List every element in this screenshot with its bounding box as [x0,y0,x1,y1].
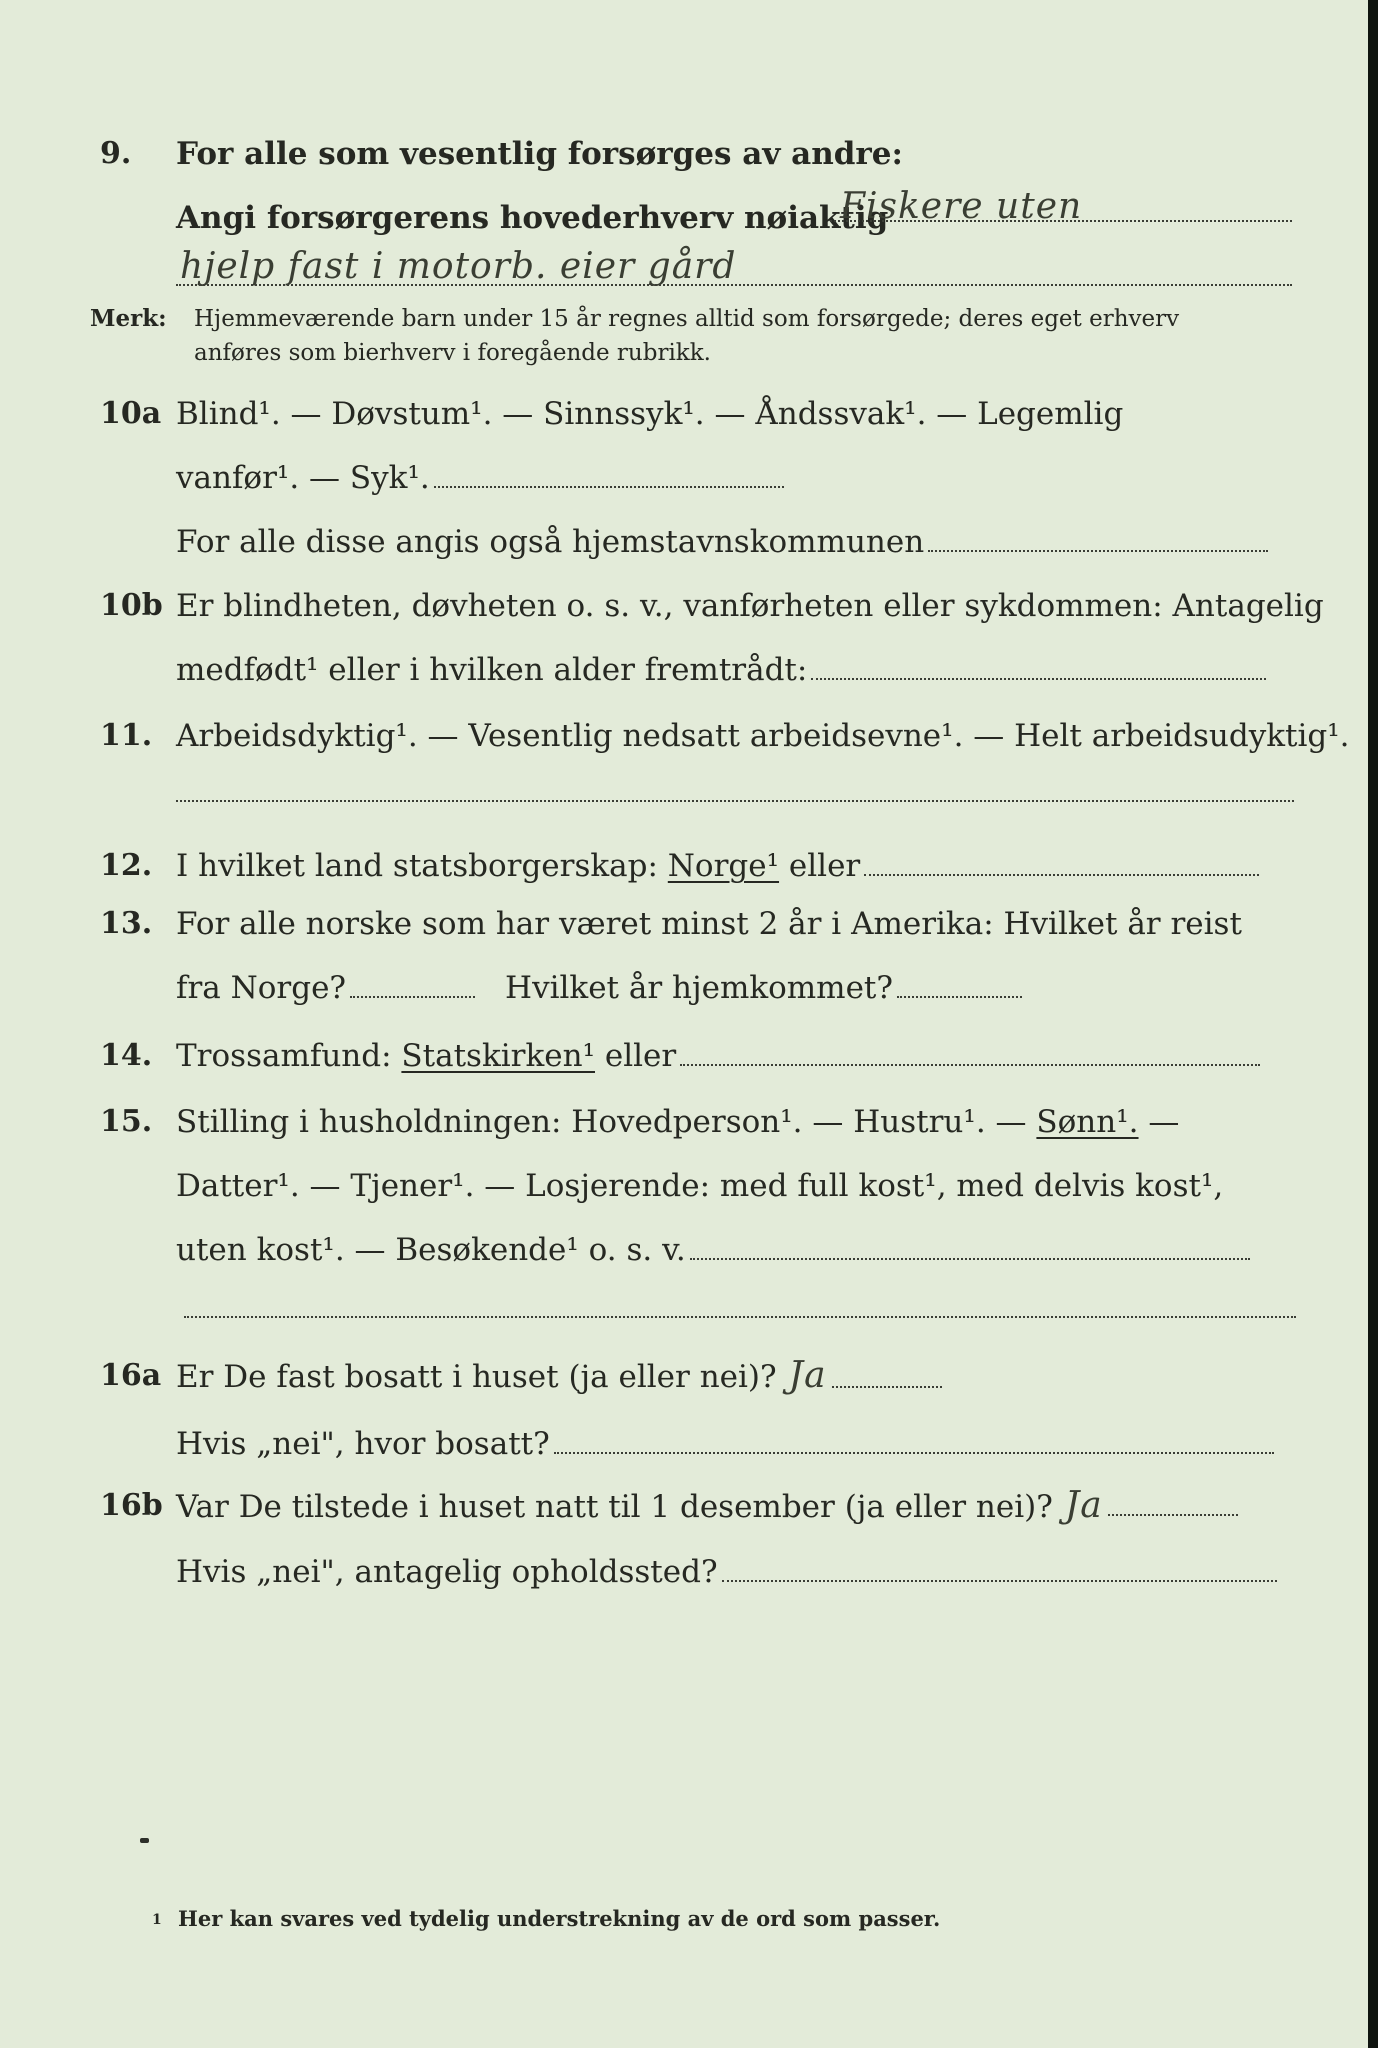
q16a-line-2: Hvis „nei", hvor bosatt? [176,1426,550,1462]
q9-answer-part2[interactable]: hjelp fast i motorb. eier gård [180,246,737,287]
q16b-line-1-wrap [176,1480,1298,1533]
q16b-opholdssted-fill[interactable] [722,1566,1277,1582]
q10b-line-2: medfødt¹ eller i hvilken alder fremtrådt: [176,652,808,688]
q15-row-2 [0,1160,1368,1212]
q15-line-1a: Stilling i husholdningen: Hovedperson¹. — Hustru¹. — [176,1104,1027,1140]
q9-title: For alle som vesentlig forsørges av andre: [176,136,903,172]
q16b-line-1: Var De tilstede i huset natt til 1 desember (ja eller nei)? [176,1489,1053,1525]
q13-line-2b: Hvilket år hjemkommet? [505,970,894,1006]
q16b-line-2-wrap [176,1546,1298,1598]
q13-line-2 [176,962,1298,1014]
q12-prefix: I hvilket land statsborgerskap: [176,848,658,884]
merk-row-2 [0,336,1368,370]
q10a-line-3: For alle disse angis også hjemstavnskommunen [176,524,925,560]
q13-line-2a: fra Norge? [176,970,347,1006]
q16b-answer-line [1108,1514,1238,1516]
q13-number: 13. [100,906,153,941]
q16a-row-2 [0,1418,1368,1470]
q9-answer-part1[interactable]: Fiskere uten [840,186,1083,227]
q15-fill[interactable] [690,1244,1250,1260]
q9-answer-row [0,246,1368,302]
q10a-row-3 [0,516,1368,568]
q10a-row-1 [0,388,1368,440]
q10a-number: 10a [100,396,162,431]
q13-reist-fill[interactable] [350,982,475,998]
q15-fill-line-2[interactable] [184,1316,1296,1318]
q14-row [0,1030,1368,1082]
q13-row-2 [0,962,1368,1014]
q14-option-statskirken[interactable]: Statskirken¹ [401,1038,595,1074]
merk-label: Merk: [90,305,167,332]
q9-row [0,128,1368,180]
q16a-line-2-wrap [176,1418,1298,1470]
q10b-line-1: Er blindheten, døvheten o. s. v., vanførheten eller sykdommen: Antagelig [176,588,1324,624]
q10a-line-2: vanfør¹. — Syk¹. [176,460,430,496]
q16a-row-1 [0,1350,1368,1402]
q11-number: 11. [100,718,153,753]
q15-line-3-wrap [176,1224,1298,1276]
q16b-answer[interactable]: Ja [1064,1485,1103,1526]
q11-fill-line[interactable] [176,800,1294,802]
q10b-number: 10b [100,588,163,623]
q12-row [0,840,1368,892]
q10a-line-2-wrap [176,452,1298,504]
q12-suffix: eller [788,848,861,884]
q15-line-2: Datter¹. — Tjener¹. — Losjerende: med full kost¹, med delvis kost¹, [176,1168,1224,1204]
q16a-line-1: Er De fast bosatt i huset (ja eller nei)? [176,1359,777,1395]
q9-number: 9. [100,136,132,171]
q16b-row-2 [0,1546,1368,1598]
q12-number: 12. [100,848,153,883]
q12-text [176,840,1298,892]
q15-line-3: uten kost¹. — Besøkende¹ o. s. v. [176,1232,686,1268]
q9-label: Angi forsørgerens hovederhverv nøiaktig [176,200,889,236]
footnote-mark: 1 [152,1912,162,1928]
q13-line-1: For alle norske som har været minst 2 år i Amerika: Hvilket år reist [176,906,1242,942]
q16b-line-2: Hvis „nei", antagelig opholdssted? [176,1554,718,1590]
q10a-hjemstavn-fill[interactable] [928,536,1268,552]
q9-fill-line-1 [830,220,1292,222]
q10b-alder-fill[interactable] [811,664,1266,680]
footnote-text: Her kan svares ved tydelig understrekning av de ord som passer. [178,1906,941,1931]
q15-option-sonn[interactable]: Sønn¹. [1036,1104,1139,1140]
q15-row-1 [0,1096,1368,1148]
q16a-bosatt-fill[interactable] [554,1438,1274,1454]
q16a-line-1-wrap [176,1350,1298,1403]
q15-number: 15. [100,1104,153,1139]
q11-row [0,710,1368,762]
merk-line-2: anføres som bierhverv i foregående rubrikk. [194,340,711,366]
q10a-syk-fill[interactable] [434,472,784,488]
q10b-row-1 [0,580,1368,632]
q13-hjemkommet-fill[interactable] [897,982,1022,998]
q16a-answer-line [832,1386,942,1388]
q9-fill-line-2 [176,284,1292,286]
q15-line-1 [176,1096,1298,1148]
q10a-line-3-wrap [176,516,1298,568]
merk-line-1: Hjemmeværende barn under 15 år regnes alltid som forsørgede; deres eget erhverv [194,306,1180,332]
q10b-line-2-wrap [176,644,1298,696]
merk-row-1 [0,302,1368,336]
q10b-row-2 [0,644,1368,696]
q16b-row-1 [0,1480,1368,1532]
q16a-answer[interactable]: Ja [788,1355,827,1396]
q15-row-3 [0,1224,1368,1276]
q14-suffix: eller [604,1038,677,1074]
q14-fill[interactable] [680,1050,1260,1066]
q14-number: 14. [100,1038,153,1073]
q9-label-row [0,186,1368,244]
q10a-row-2 [0,452,1368,504]
q14-prefix: Trossamfund: [176,1038,392,1074]
q13-row-1 [0,898,1368,950]
q15-line-1c: — [1148,1104,1180,1140]
q12-fill[interactable] [864,860,1259,876]
q16a-number: 16a [100,1358,162,1393]
q14-text [176,1030,1298,1082]
q11-line-1: Arbeidsdyktig¹. — Vesentlig nedsatt arbeidsevne¹. — Helt arbeidsudyktig¹. [176,718,1350,754]
q10a-line-1: Blind¹. — Døvstum¹. — Sinnssyk¹. — Åndssvak¹. — Legemlig [176,396,1124,432]
q12-option-norge[interactable]: Norge¹ [667,848,780,884]
q16b-number: 16b [100,1488,163,1523]
ink-dot [140,1838,149,1843]
